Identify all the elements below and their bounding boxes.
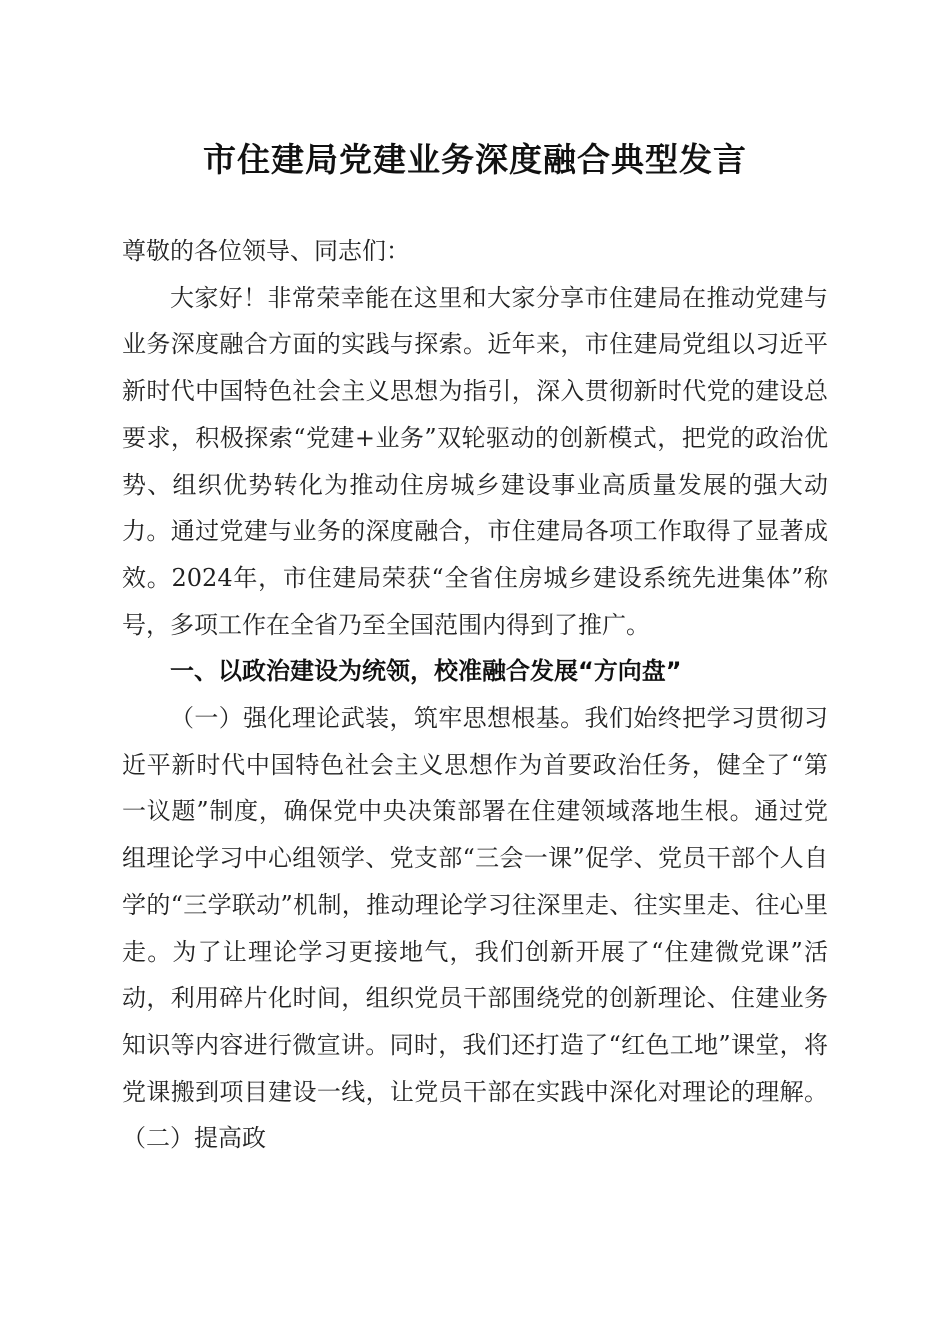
salutation: 尊敬的各位领导、同志们： xyxy=(122,237,410,265)
intro-paragraph: 大家好！非常荣幸能在这里和大家分享市住建局在推动党建与业务深度融合方面的实践与探索。近年来，市住建局党组以习近平新时代中国特色社会主义思想为指引，深入贯彻新时代党的建设总要求，积极探索“党建+业务”双轮驱动的创新模式，把党的政治优势、组织优势转化为推动住房城乡建设事业高质量发展的强大动力。通过党建与业务的深度融合，市住建局各项工作取得了显著成效。2024年，市住建局荣获“全省住房城乡建设系统先进集体”称号，多项工作在全省乃至全国范围内得到了推广。 xyxy=(122,283,828,639)
section-heading-1: 一、以政治建设为统领，校准融合发展“方向盘” xyxy=(170,657,682,686)
section-1-paragraph: （一）强化理论武装，筑牢思想根基。我们始终把学习贯彻习近平新时代中国特色社会主义思想作为首要政治任务，健全了“第一议题”制度，确保党中央决策部署在住建领域落地生根。通过党组理论学习中心组领学、党支部“三会一课”促学、党员干部个人自学的“三学联动”机制，推动理论学习往深里走、往实里走、往心里走。为了让理论学习更接地气，我们创新开展了“住建微党课”活动，利用碎片化时间，组织党员干部围绕党的创新理论、住建业务知识等内容进行微宣讲。同时，我们还打造了“红色工地”课堂，将党课搬到项目建设一线，让党员干部在实践中深化对理论的理解。（二）提高政 xyxy=(122,704,828,1153)
document-body xyxy=(122,228,828,1162)
document-title: 市住建局党建业务深度融合典型发言 xyxy=(203,140,747,179)
